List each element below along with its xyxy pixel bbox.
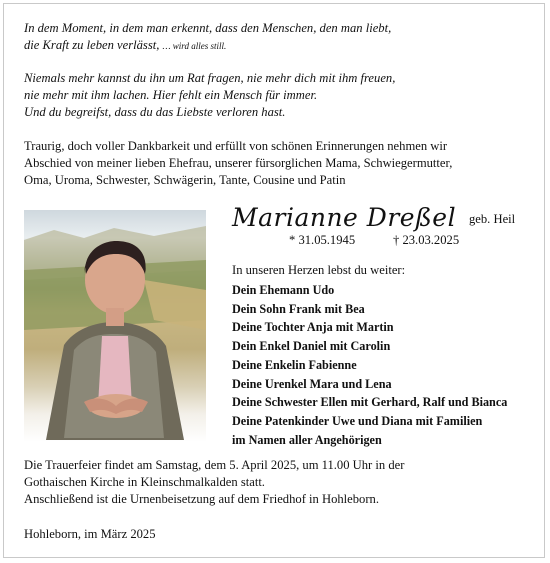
mourner-item: Deine Schwester Ellen mit Gerhard, Ralf und Bianca — [232, 395, 508, 410]
death-date: † 23.03.2025 — [393, 233, 460, 247]
poem-line: Und du begreifst, dass du das Liebste verloren hast. — [24, 105, 286, 119]
intro-line: Oma, Uroma, Schwester, Schwägerin, Tante, Cousine und Patin — [24, 173, 346, 187]
mourner-item: Deine Tochter Anja mit Martin — [232, 320, 394, 335]
place-date-signoff: Hohleborn, im März 2025 — [24, 527, 156, 541]
poem-line: nie mehr mit ihm lachen. Hier fehlt ein Mensch für immer. — [24, 88, 318, 102]
mourner-item: im Namen aller Angehörigen — [232, 432, 382, 447]
maiden-name: geb. Heil — [469, 212, 516, 226]
poem-line: Niemals mehr kannst du ihn um Rat fragen, nie mehr dich mit ihm freuen, — [24, 71, 396, 85]
intro-text — [24, 138, 534, 189]
portrait-illustration — [24, 210, 206, 442]
mourner-item: Deine Patenkinder Uwe und Diana mit Familien — [232, 413, 483, 428]
deceased-name: Marianne Dreßel — [232, 203, 457, 232]
service-line: Anschließend ist die Urnenbeisetzung auf dem Friedhof in Hohleborn. — [24, 492, 379, 506]
poem-stanza-1 — [24, 20, 391, 55]
mourner-item: Dein Ehemann Udo — [232, 283, 335, 297]
mourner-item: Dein Enkel Daniel mit Carolin — [232, 339, 391, 354]
mourner-item: Deine Enkelin Fabienne — [232, 357, 357, 372]
portrait-photo — [24, 210, 206, 442]
service-line: Die Trauerfeier findet am Samstag, dem 5. April 2025, um 11.00 Uhr in der — [24, 458, 405, 472]
mourner-item: Deine Urenkel Mara und Lena — [232, 376, 392, 391]
poem-line: die Kraft zu leben verlässt, … wird alles still. — [24, 38, 227, 52]
intro-line: Traurig, doch voller Dankbarkeit und erfüllt von schönen Erinnerungen nehmen wir — [24, 139, 448, 153]
heart-line: In unseren Herzen lebst du weiter: — [232, 263, 406, 277]
intro-line: Abschied von meiner lieben Ehefrau, unserer fürsorglichen Mama, Schwiegermutter, — [24, 156, 453, 170]
service-line: Gothaischen Kirche in Kleinschmalkalden statt. — [24, 475, 265, 489]
mourner-item: Dein Sohn Frank mit Bea — [232, 301, 365, 316]
service-info — [24, 457, 534, 508]
birth-date: * 31.05.1945 — [289, 233, 356, 247]
mourners-list — [232, 281, 507, 449]
poem-stanza-2 — [24, 70, 395, 121]
poem-line: In dem Moment, in dem man erkennt, dass den Menschen, den man liebt, — [24, 21, 392, 35]
